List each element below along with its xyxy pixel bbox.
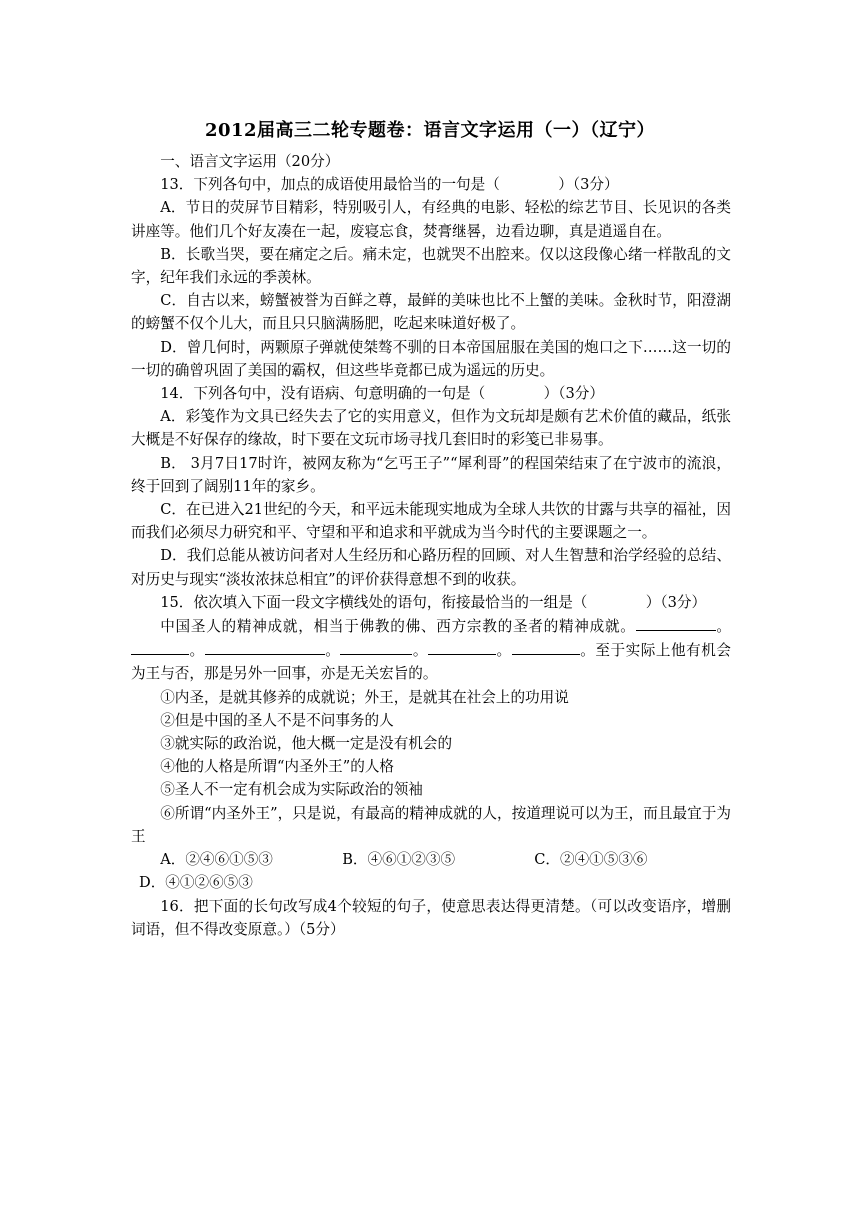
q14-option-b: B． 3月7日17时许，被网友称为“乞丐王子”“犀利哥”的程国荣结束了在宁波市的流浪，终于回到了阔别11年的家乡。 xyxy=(131,454,731,495)
q15-item: ⑤圣人不一定有机会成为实际政治的领袖 xyxy=(160,781,423,799)
section-heading: 一、语言文字运用（20分） xyxy=(160,153,340,170)
q15-item: ③就实际的政治说，他大概一定是没有机会的 xyxy=(160,735,453,753)
q15-item: ②但是中国的圣人不是不问事务的人 xyxy=(160,711,394,729)
fill-blank-1 xyxy=(636,614,716,631)
fill-blank-3 xyxy=(205,638,273,655)
q15-option-a: A．②④⑥①⑤③ xyxy=(160,851,273,869)
blank-sep: 。 xyxy=(324,642,341,660)
blank-sep: 。 xyxy=(189,642,205,660)
fill-blank-5 xyxy=(340,638,412,655)
fill-blank-2 xyxy=(131,638,189,655)
q16-stem: 16．把下面的长句改写成4个较短的句子，使意思表达得更清楚。（可以改变语序，增删词语，但不得改变原意。）（5分） xyxy=(131,897,731,938)
fill-blank-7 xyxy=(512,638,580,655)
q15-item: ④他的人格是所谓“内圣外王”的人格 xyxy=(160,758,395,776)
q13-stem: 13．下列各句中，加点的成语使用最恰当的一句是（ ）（3分） xyxy=(160,176,619,194)
q14-stem: 14．下列各句中，没有语病、句意明确的一句是（ ）（3分） xyxy=(160,385,604,403)
q14-option-c: C．在已进入21世纪的今天，和平远未能现实地成为全球人共饮的甘露与共享的福祉，因而我们必须尽力研究和平、守望和平和追求和平就成为当今时代的主要课题之一。 xyxy=(131,501,731,542)
q13-option-d: D．曾几何时，两颗原子弹就使桀骜不驯的日本帝国屈服在美国的炮口之下……这一切的一切的确曾巩固了美国的霸权，但这些毕竟都已成为遥远的历史。 xyxy=(131,338,731,379)
q14-option-d: D．我们总能从被访问者对人生经历和心路历程的回顾、对人生智慧和治学经验的总结、对历史与现实“淡妆浓抹总相宜”的评价获得意想不到的收获。 xyxy=(131,547,731,588)
q15-option-b: B．④⑥①②③⑤ xyxy=(342,851,456,869)
q15-passage-end: 。至于实际上他有机会为王与否，那是另外一回事，亦是无关宏旨的。 xyxy=(131,642,731,683)
page-title: 2012届高三二轮专题卷：语言文字运用（一）（辽宁） xyxy=(204,120,656,141)
blank-sep: 。 xyxy=(496,642,512,660)
q15-item: ①内圣，是就其修养的成就说；外王，是就其在社会上的功用说 xyxy=(160,688,569,706)
q15-options xyxy=(131,848,731,871)
fill-blank-4 xyxy=(273,638,325,655)
q13-option-c: C．自古以来，螃蟹被誉为百鲜之尊，最鲜的美味也比不上蟹的美味。金秋时节，阳澄湖的螃蟹不仅个儿大，而且只只脑满肠肥，吃起来味道好极了。 xyxy=(131,292,731,333)
q15-option-d: D．④①②⑥⑤③ xyxy=(139,874,253,892)
fill-blank-6 xyxy=(428,638,496,655)
q15-item: ⑥所谓“内圣外王”，只是说，有最高的精神成就的人，按道理说可以为王，而且最宜于为王 xyxy=(131,804,731,845)
q13-option-a: A．节日的荧屏节目精彩，特别吸引人，有经典的电影、轻松的综艺节目、长见识的各类讲座等。他们几个好友凑在一起，废寝忘食，焚膏继晷，边看边聊，真是逍遥自在。 xyxy=(131,199,731,240)
q15-option-c: C．②④①⑤③⑥ xyxy=(534,851,648,869)
blank-sep: 。 xyxy=(715,618,731,636)
q15-passage-start: 中国圣人的精神成就，相当于佛教的佛、西方宗教的圣者的精神成就。 xyxy=(160,618,636,636)
q14-option-a: A．彩笺作为文具已经失去了它的实用意义，但作为文玩却是颇有艺术价值的藏品，纸张大概是不好保存的缘故，时下要在文玩市场寻找几套旧时的彩笺已非易事。 xyxy=(131,408,731,449)
blank-sep: 。 xyxy=(412,642,429,660)
document-body xyxy=(131,150,731,941)
q13-option-b: B．长歌当哭，要在痛定之后。痛未定，也就哭不出腔来。仅以这段像心绪一样散乱的文字，纪年我们永远的季羡林。 xyxy=(131,245,731,287)
q15-stem: 15．依次填入下面一段文字横线处的语句，衔接最恰当的一组是（ ）（3分） xyxy=(160,593,707,611)
q15-passage xyxy=(131,614,731,686)
